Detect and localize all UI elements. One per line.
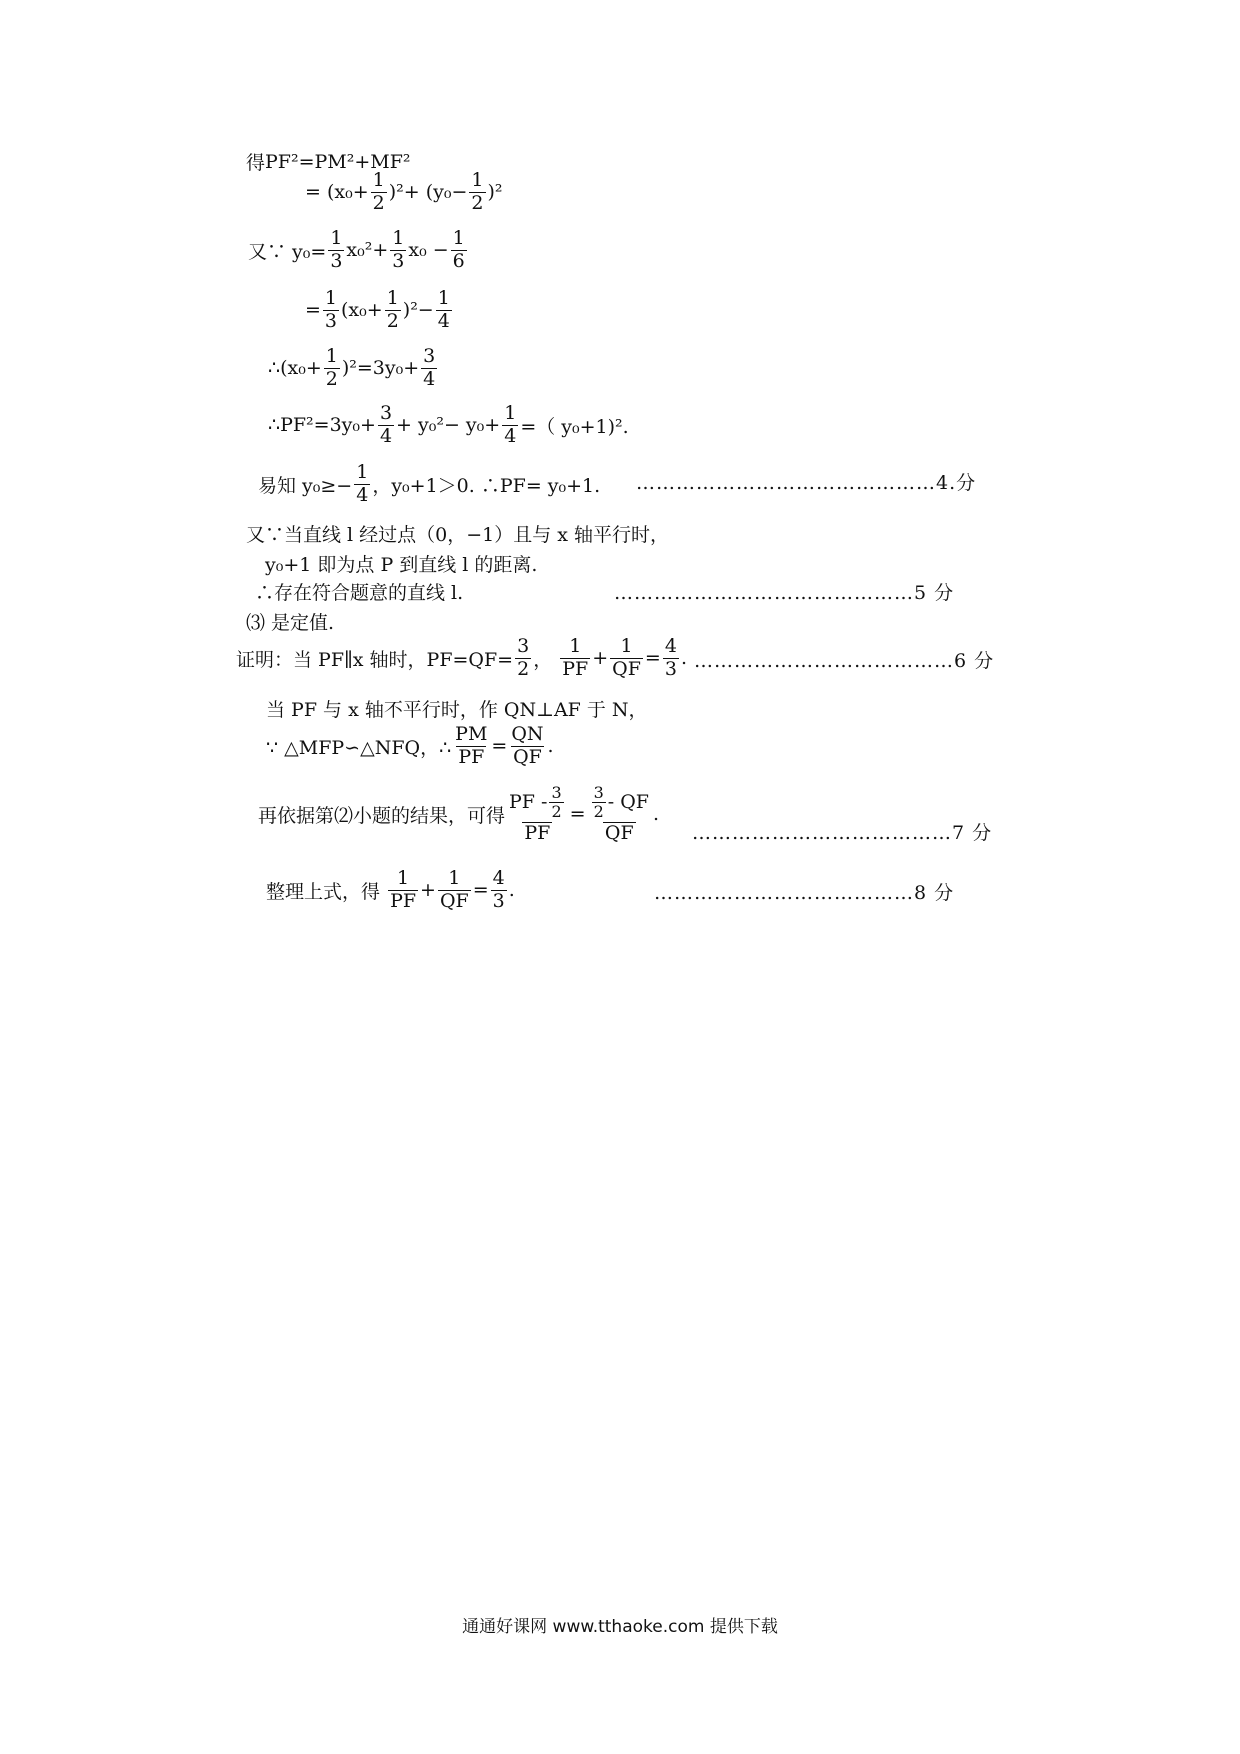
denominator: 4 (504, 424, 517, 447)
fraction-three-halves (592, 784, 606, 822)
fraction-quarter (502, 403, 518, 448)
numerator (588, 784, 651, 822)
proof-line-10 (255, 578, 463, 605)
proof-line-16 (266, 868, 515, 913)
numerator: 1 (324, 287, 338, 309)
numerator: 1 (392, 227, 405, 249)
fraction-third (390, 228, 406, 273)
proof-line-5 (268, 346, 439, 391)
numerator: 1 (330, 227, 343, 249)
numerator: 3 (423, 345, 436, 367)
numerator: 3 (593, 783, 604, 802)
denominator: PF (524, 821, 551, 844)
numerator: 1 (471, 169, 484, 191)
fraction-half (324, 346, 340, 391)
text: - QF (607, 790, 649, 813)
fraction-third (328, 228, 344, 273)
denominator: QF (513, 745, 542, 768)
fraction-three-halves (515, 636, 531, 681)
text: ⑶ 是定值. (246, 612, 335, 634)
text: )² (487, 181, 503, 204)
text: 易知 y₀≥− (258, 474, 353, 497)
denominator: 3 (664, 657, 677, 680)
denominator: 2 (593, 802, 604, 822)
text: 得 (246, 152, 266, 174)
denominator: 3 (492, 889, 505, 912)
numerator: 1 (452, 227, 465, 249)
numerator: 3 (379, 402, 393, 424)
text: 当 PF 与 x 轴不平行时，作 QN⊥AF 于 N， (266, 699, 648, 721)
numerator: 1 (448, 867, 461, 889)
numerator: 4 (664, 635, 677, 657)
numerator: 1 (386, 287, 399, 309)
text: x₀ − (408, 239, 449, 262)
text: = (644, 647, 661, 670)
text: 证明：当 PF∥x 轴时，PF=QF= (236, 648, 514, 671)
denominator: 6 (452, 249, 465, 272)
denominator: 2 (372, 191, 385, 214)
numerator: 1 (504, 402, 517, 424)
fraction-quarter (354, 462, 370, 507)
fraction-sixth (451, 228, 467, 273)
proof-line-11 (246, 608, 334, 635)
numerator: 1 (620, 635, 633, 657)
text: 整理上式，得 (266, 880, 381, 903)
fraction-four-thirds (491, 868, 507, 913)
numerator: 3 (517, 635, 530, 657)
proof-line-12 (236, 636, 687, 681)
fraction-right (588, 784, 651, 845)
text: y₀+1 即为点 P 到直线 l 的距离. (265, 554, 538, 576)
text: ， (533, 648, 553, 671)
denominator: PF (458, 745, 485, 768)
numerator: 1 (437, 287, 450, 309)
text: x₀²+ (346, 239, 389, 262)
score-marker-8: …………………………………8 分 (654, 882, 955, 904)
page-footer: 通通好课网 www.tthaoke.com 提供下载 (462, 1617, 778, 1637)
text: + (592, 647, 609, 670)
numerator (507, 784, 568, 822)
numerator: PM (455, 723, 488, 745)
fraction-third (323, 288, 339, 333)
proof-line-3 (248, 228, 469, 273)
fraction-half (371, 170, 387, 215)
text: = (491, 735, 508, 758)
denominator: 3 (392, 249, 405, 272)
text: PF - (509, 790, 548, 813)
denominator: PF (390, 889, 417, 912)
text: + y₀²− y₀+ (396, 414, 501, 437)
fraction-three-quarters (421, 346, 437, 391)
fraction-one-over-qf (610, 636, 643, 681)
fraction-half (469, 170, 485, 215)
text: + (420, 879, 436, 902)
denominator: 4 (356, 483, 369, 506)
text: = (472, 879, 489, 902)
proof-line-6 (268, 403, 629, 448)
fraction-one-over-pf (388, 868, 418, 913)
text: )²=3y₀+ (341, 357, 420, 380)
numerator: 1 (356, 461, 369, 483)
denominator: 2 (517, 657, 530, 680)
denominator: 4 (437, 309, 450, 332)
fraction-one-over-qf (438, 868, 471, 913)
text: = (569, 803, 586, 826)
denominator: QF (612, 657, 641, 680)
numerator: 1 (397, 867, 410, 889)
numerator: 4 (492, 867, 505, 889)
text: ∴(x₀+ (268, 357, 322, 380)
denominator: 3 (324, 309, 338, 332)
proof-line-15 (258, 784, 659, 845)
fraction-one-over-pf (560, 636, 590, 681)
fraction-half (385, 288, 401, 333)
denominator: PF (562, 657, 589, 680)
numerator: 3 (551, 783, 562, 802)
numerator: 1 (372, 169, 385, 191)
denominator: 4 (423, 367, 436, 390)
proof-line-14 (266, 724, 554, 769)
fraction-three-quarters (378, 403, 394, 448)
text: ，y₀+1＞0. ∴PF= y₀+1. (372, 474, 601, 497)
text: )²− (402, 299, 434, 322)
text: (x₀+ (326, 181, 369, 204)
denominator: 4 (379, 424, 393, 447)
score-marker-7: …………………………………7 分 (692, 822, 993, 844)
fraction-left (507, 784, 568, 845)
text: ∴PF²=3y₀+ (268, 414, 376, 437)
numerator: 1 (325, 345, 338, 367)
text: . (547, 735, 554, 758)
text: . (508, 879, 515, 902)
proof-line-8 (246, 520, 669, 547)
proof-line-4 (305, 288, 454, 333)
score-marker-4: ………………………………………4.分 (636, 472, 977, 494)
text: 再依据第⑵小题的结果，可得 (258, 804, 506, 827)
denominator: 2 (471, 191, 484, 214)
denominator: 2 (386, 309, 399, 332)
text: 又∵ y₀= (248, 240, 327, 263)
fraction-qn-over-qf (509, 724, 545, 769)
text: ∵ △MFP∽△NFQ，∴ (266, 736, 452, 759)
proof-line-13 (266, 695, 648, 722)
proof-line-7 (258, 462, 600, 507)
proof-line-9 (265, 550, 537, 577)
text: =（ y₀+1)². (520, 415, 629, 438)
denominator: 3 (330, 249, 343, 272)
denominator: QF (439, 889, 469, 912)
text: )²+ (y₀− (388, 181, 468, 204)
fraction-four-thirds (663, 636, 679, 681)
score-marker-6: …………………………………6 分 (694, 650, 995, 672)
score-marker-5: ………………………………………5 分 (614, 582, 955, 604)
proof-line-2 (305, 170, 503, 215)
text: ∴存在符合题意的直线 l. (255, 582, 464, 604)
text: (x₀+ (341, 299, 383, 322)
fraction-quarter (436, 288, 452, 333)
text: . (680, 647, 687, 670)
numerator: 1 (569, 635, 582, 657)
fraction-three-halves (549, 784, 563, 822)
denominator: 2 (325, 367, 338, 390)
fraction-pm-over-pf (453, 724, 489, 769)
formula: PF²=PM²+MF² (265, 150, 411, 173)
text: . (652, 803, 660, 826)
text: = (305, 181, 321, 204)
text: = (305, 299, 321, 322)
denominator: QF (604, 821, 634, 844)
numerator: QN (511, 723, 544, 745)
denominator: 2 (551, 802, 562, 822)
text: 又∵当直线 l 经过点（0，−1）且与 x 轴平行时， (246, 524, 670, 546)
